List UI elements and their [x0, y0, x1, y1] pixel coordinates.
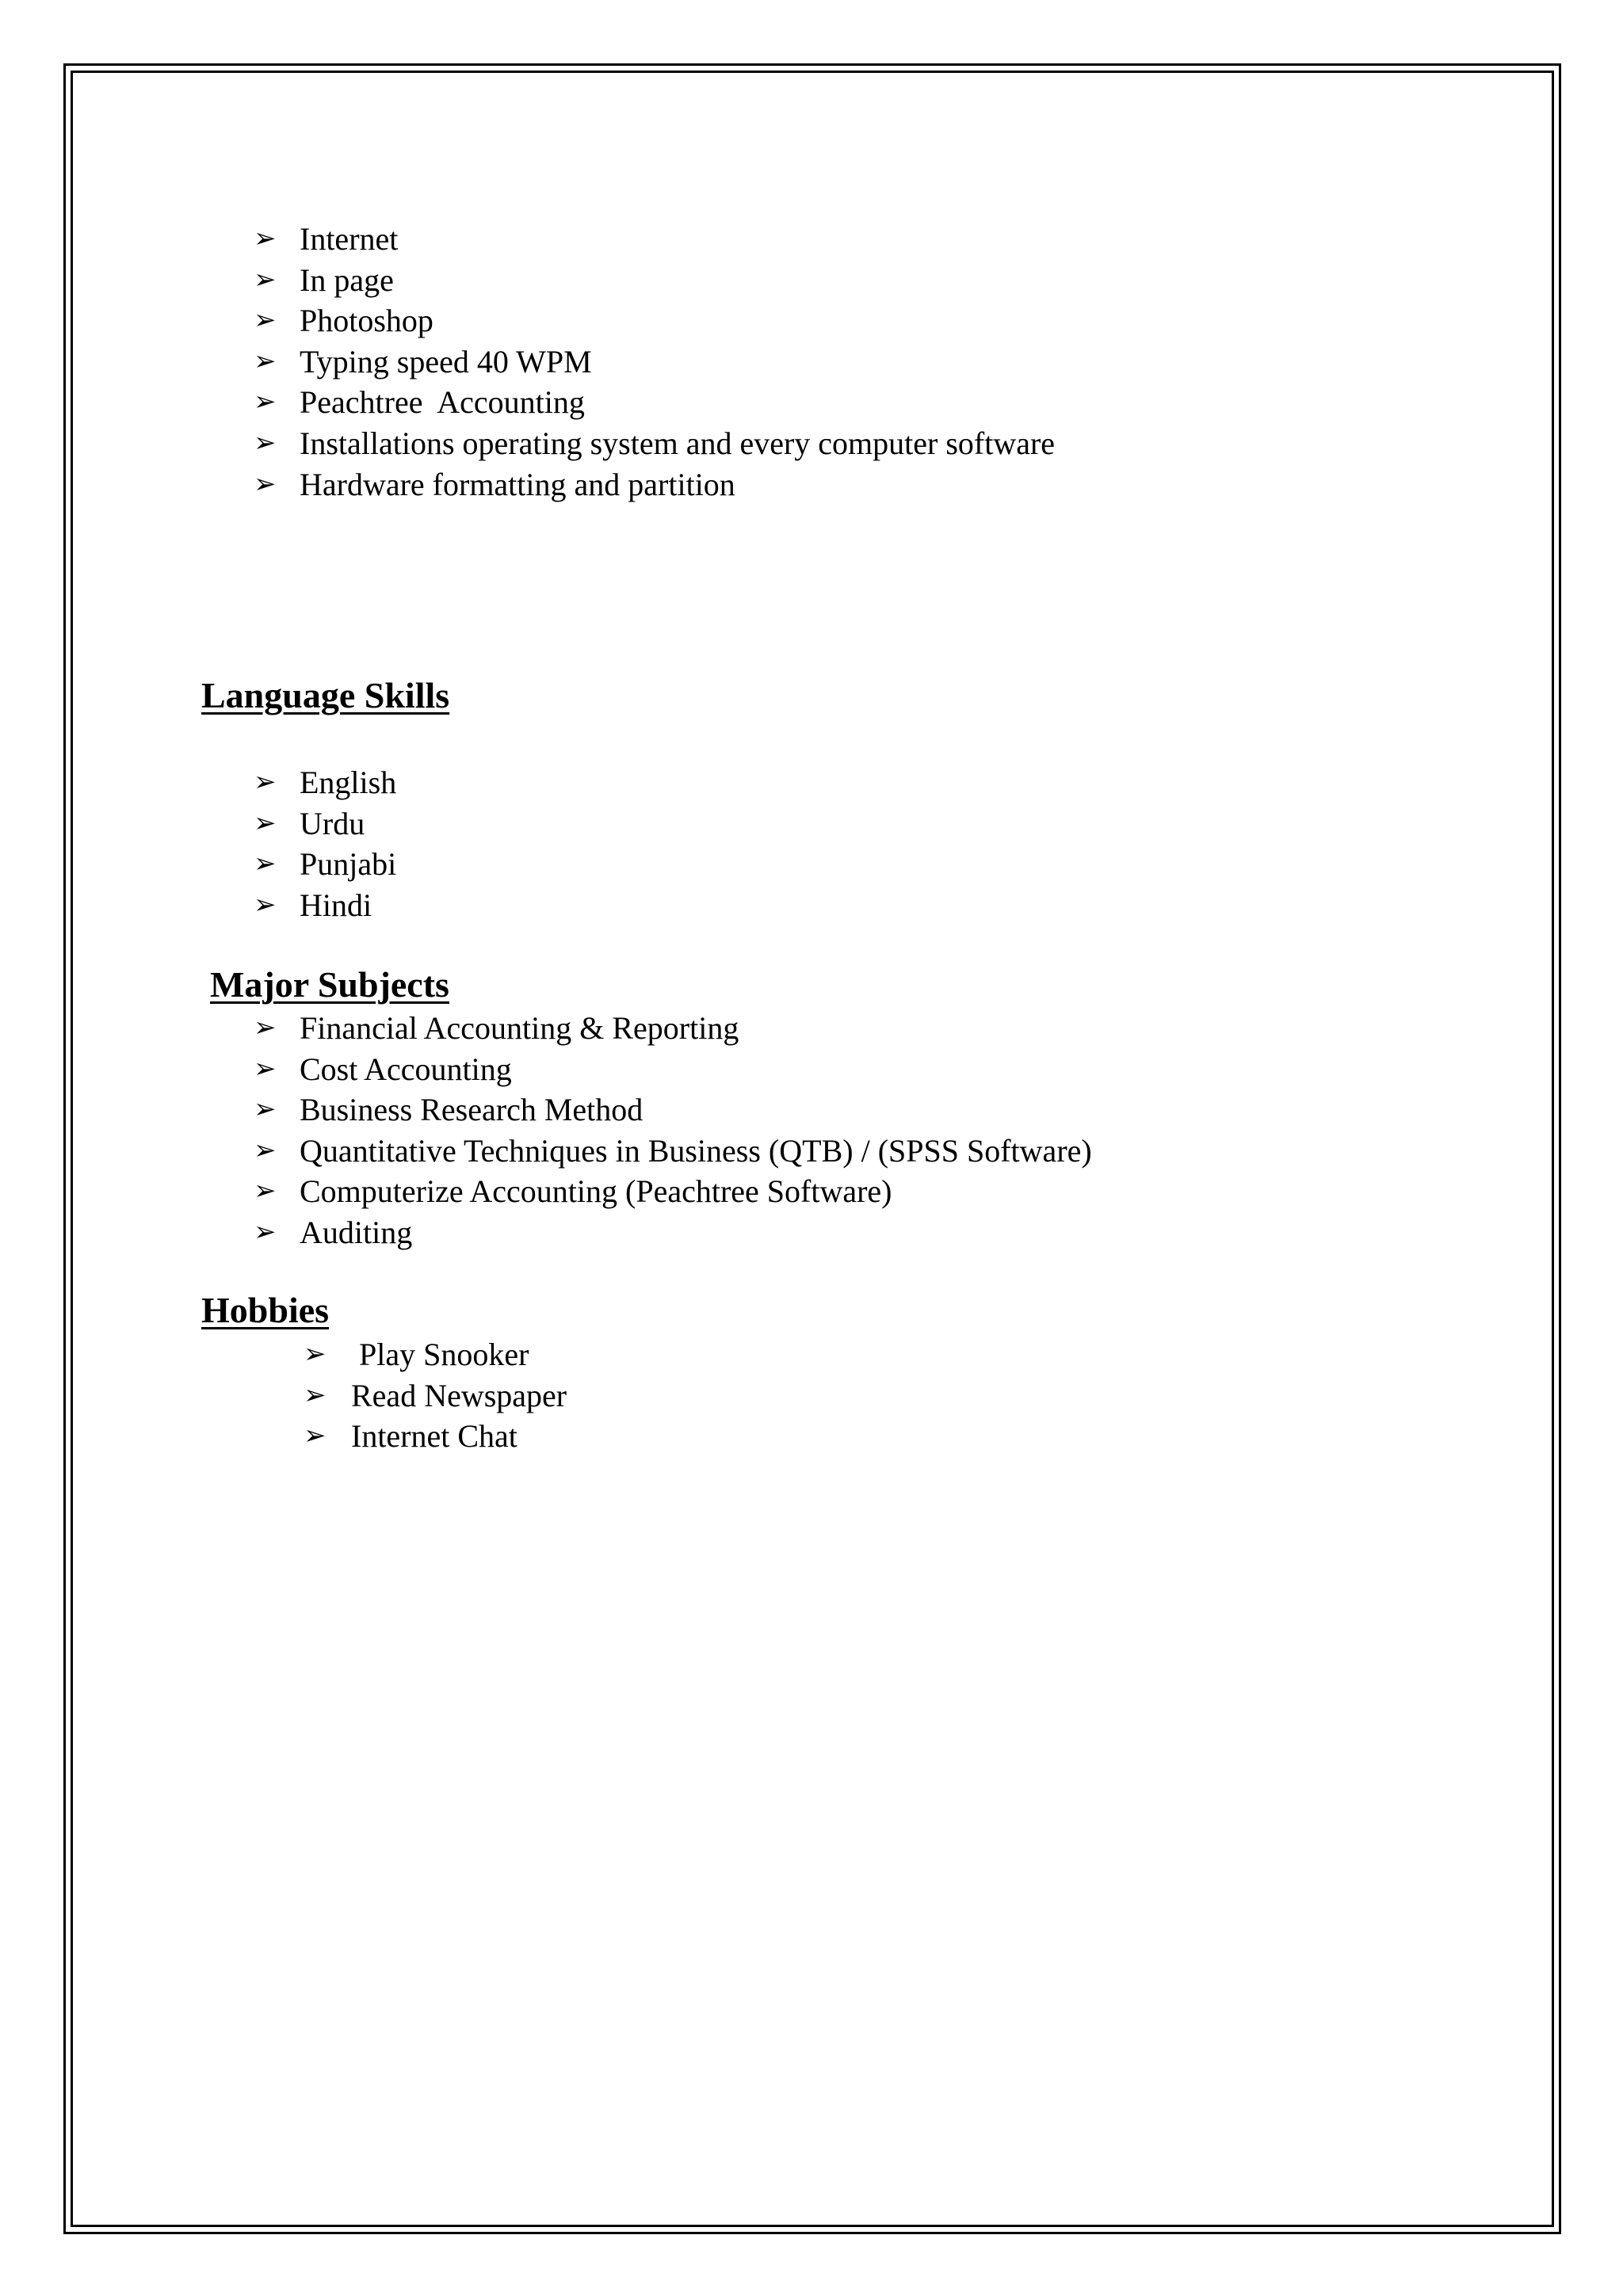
list-item-text: In page [300, 261, 394, 298]
arrow-bullet-icon: ➢ [254, 1175, 277, 1207]
list-item-text: Financial Accounting & Reporting [300, 1010, 739, 1046]
list-item-text: Computerize Accounting (Peachtree Software) [300, 1173, 892, 1210]
list-item [254, 803, 396, 845]
arrow-bullet-icon: ➢ [254, 223, 277, 254]
language-skills-heading: Language Skills [201, 675, 450, 715]
arrow-bullet-icon: ➢ [254, 888, 277, 921]
arrow-bullet-icon: ➢ [254, 1215, 277, 1248]
list-item [254, 844, 397, 885]
arrow-bullet-icon: ➢ [254, 1012, 277, 1043]
list-item [254, 1008, 1092, 1049]
arrow-bullet-icon: ➢ [254, 766, 277, 798]
list-item [304, 1375, 567, 1417]
list-item [254, 762, 397, 803]
list-item [254, 423, 1056, 464]
hobbies-list [304, 1334, 567, 1457]
arrow-bullet-icon: ➢ [254, 848, 277, 880]
list-item-text: Internet [300, 221, 399, 257]
list-item [254, 1049, 1092, 1090]
arrow-bullet-icon: ➢ [254, 304, 277, 337]
list-item-text: Installations operating system and every computer software [300, 425, 1056, 461]
list-item [304, 1334, 567, 1375]
list-item [254, 341, 1055, 383]
list-item [254, 300, 1055, 341]
arrow-bullet-icon: ➢ [254, 807, 277, 839]
list-item [254, 1212, 1092, 1253]
arrow-bullet-icon: ➢ [254, 345, 277, 377]
list-item-text: Cost Accounting [300, 1051, 512, 1087]
arrow-bullet-icon: ➢ [254, 467, 277, 500]
list-item-text: Hindi [300, 887, 372, 923]
major-subjects-list [254, 1008, 1092, 1253]
major-subjects-heading: Major Subjects [210, 964, 449, 1005]
list-item-text: Internet Chat [351, 1418, 517, 1455]
list-item-text: Business Research Method [300, 1092, 643, 1128]
list-item [254, 1171, 1092, 1212]
arrow-bullet-icon: ➢ [254, 1052, 277, 1085]
list-item [254, 219, 1055, 260]
arrow-bullet-icon: ➢ [254, 426, 277, 459]
list-item-text: Punjabi [300, 846, 397, 883]
list-item-text: Peachtree Accounting [300, 384, 585, 421]
arrow-bullet-icon: ➢ [254, 263, 277, 296]
arrow-bullet-icon: ➢ [304, 1338, 327, 1370]
list-item [254, 1089, 1092, 1131]
list-item [254, 464, 1055, 505]
list-item [254, 885, 396, 926]
list-item-text: Hardware formatting and partition [300, 466, 735, 502]
computer-skills-list [254, 219, 1056, 505]
list-item [304, 1416, 567, 1457]
arrow-bullet-icon: ➢ [254, 1134, 277, 1166]
list-item-text: Quantitative Techniques in Business (QTB) / (SPSS Software) [300, 1132, 1092, 1169]
arrow-bullet-icon: ➢ [304, 1379, 327, 1411]
list-item-text: Auditing [300, 1214, 413, 1250]
list-item [254, 382, 1055, 423]
list-item-text: Urdu [300, 805, 365, 841]
arrow-bullet-icon: ➢ [254, 386, 277, 418]
arrow-bullet-icon: ➢ [304, 1420, 327, 1452]
list-item-text: English [300, 765, 397, 800]
hobbies-heading: Hobbies [201, 1290, 330, 1330]
list-item-text: Typing speed 40 WPM [300, 343, 592, 379]
arrow-bullet-icon: ➢ [254, 1093, 277, 1126]
list-item [254, 260, 1055, 301]
list-item-text: Read Newspaper [351, 1377, 567, 1413]
list-item [254, 1131, 1092, 1172]
language-skills-list [254, 762, 397, 925]
list-item-text: Photoshop [300, 303, 433, 339]
list-item-text: Play Snooker [351, 1337, 529, 1372]
